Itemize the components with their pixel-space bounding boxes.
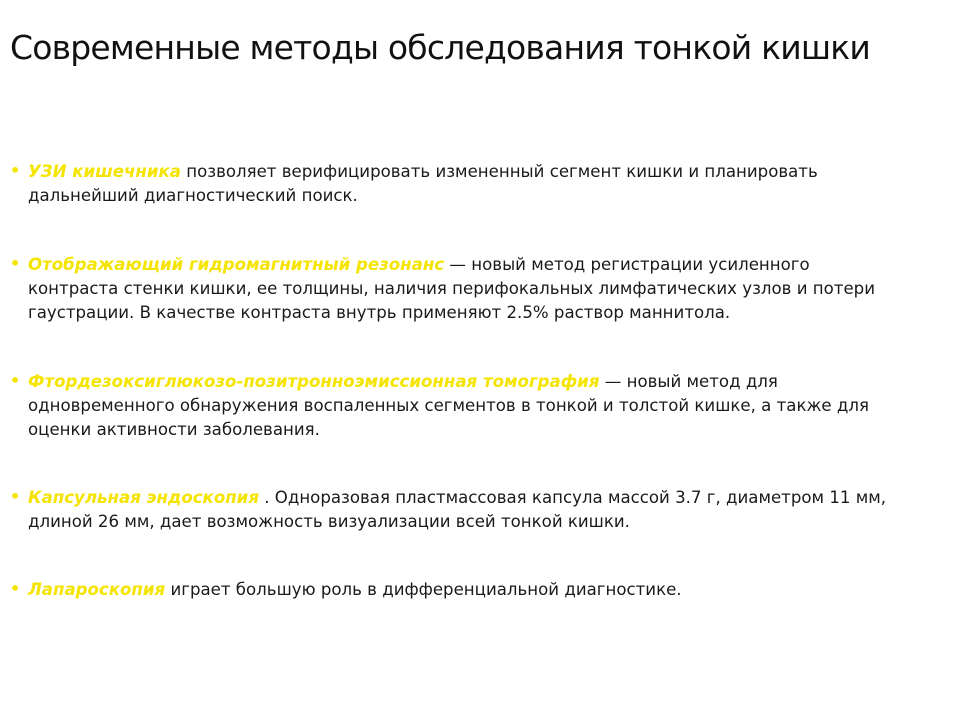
bullet-text: — новый метод для одновременного обнаружения воспаленных сегментов в тонкой и толстой кишке, а также для оценки активности заболевания. — [28, 372, 869, 439]
bullet-term: Фтордезоксиглюкозо-позитронноэмиссионная томография — [28, 372, 600, 391]
bullet-dot-icon: • — [10, 579, 21, 598]
bullet-text: . Одноразовая пластмассовая капсула массой 3.7 г, диаметром 11 мм, длиной 26 мм, дает возможность визуализации всей тонкой кишки. — [28, 488, 887, 531]
bullet-item-laparoscopy — [10, 578, 890, 602]
bullet-term: Лапароскопия — [28, 580, 166, 599]
bullet-text: играет большую роль в дифференциальной диагностике. — [165, 580, 682, 599]
bullet-term: Отображающий гидромагнитный резонанс — [28, 255, 445, 274]
bullet-dot-icon: • — [10, 371, 21, 390]
bullet-text: позволяет верифицировать измененный сегмент кишки и планировать дальнейший диагностический поиск. — [28, 162, 818, 205]
bullet-term: УЗИ кишечника — [28, 162, 181, 181]
bullet-item-ultrasound — [10, 160, 890, 208]
bullet-dot-icon: • — [10, 161, 21, 180]
bullet-term: Капсульная эндоскопия — [28, 488, 259, 507]
bullet-list — [10, 160, 890, 648]
bullet-item-mri — [10, 253, 890, 325]
bullet-item-capsule-endoscopy — [10, 486, 890, 534]
bullet-dot-icon: • — [10, 487, 21, 506]
bullet-text: — новый метод регистрации усиленного контраста стенки кишки, ее толщины, наличия перифокальных лимфатических узлов и потери гаустрации. В качестве контраста внутрь применяют 2.5% раствор маннитола. — [28, 255, 875, 322]
bullet-dot-icon: • — [10, 254, 21, 273]
bullet-item-pet — [10, 370, 890, 442]
slide-title: Современные методы обследования тонкой кишки — [10, 28, 871, 67]
